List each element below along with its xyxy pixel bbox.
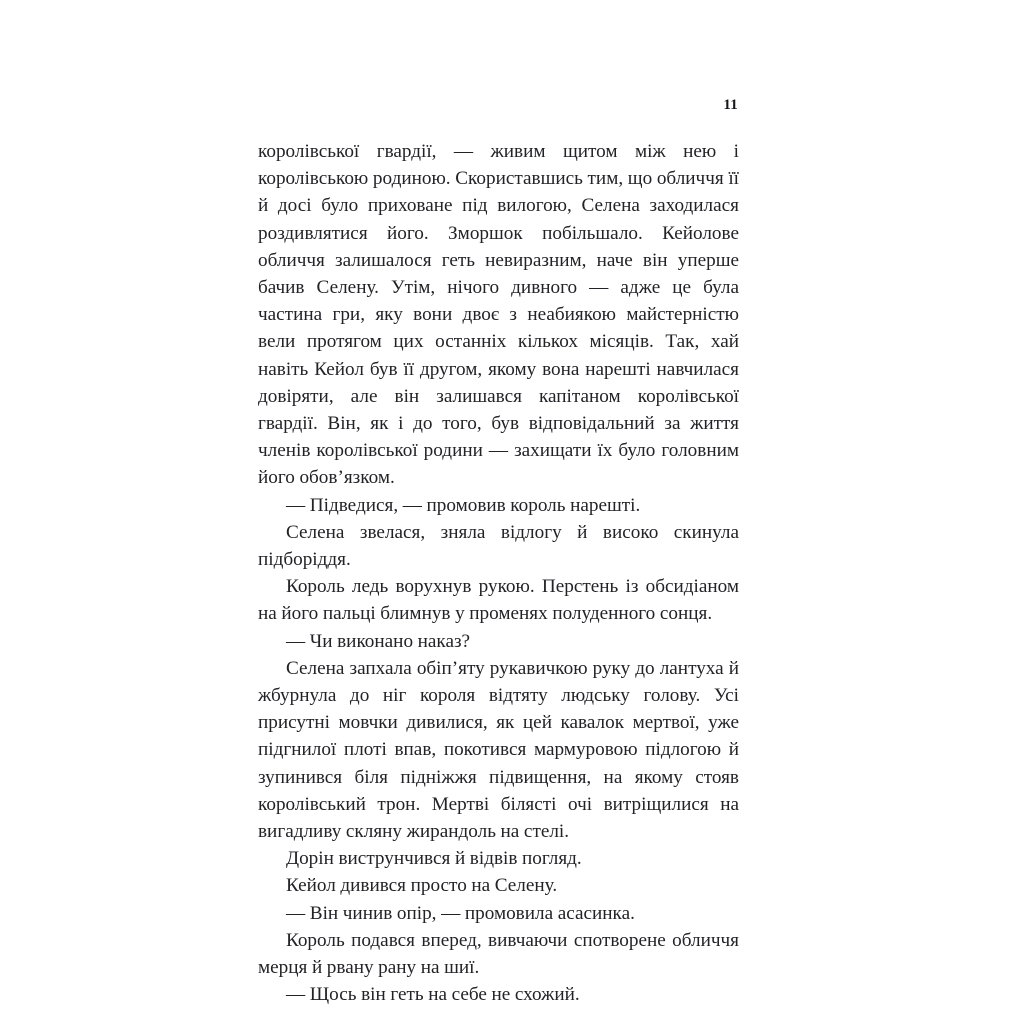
paragraph: Король подався вперед, вивчаючи спотворене обличчя мерця й рвану рану на шиї.: [258, 929, 739, 979]
paragraph: — Чи виконано наказ?: [286, 630, 471, 652]
paragraph: — Він чинив опір, — промовила асасинка.: [286, 902, 635, 924]
paragraph: Кейол дивився просто на Селену.: [286, 875, 558, 897]
paragraph: — Щось він геть на себе не схожий.: [286, 984, 580, 1006]
paragraph: Дорін виструнчився й відвів погляд.: [286, 848, 582, 870]
paragraph: Селена запхала обіп’яту рукавичкою руку до лантуха й жбурнула до ніг короля відтяту людську голову. Усі присутні мовчки дивилися, як цей кавалок мертвої, уже підгнилої плоті впав, покотився мармуровою підлогою й зупинився біля підніжжя підвищення, на якому стояв королівський трон. Мертві білясті очі витріщилися на вигадливу скляну жирандоль на стелі.: [258, 657, 739, 843]
page-number: 11: [723, 97, 738, 113]
paragraph: Король ледь ворухнув рукою. Перстень із обсидіаном на його пальці блимнув у променях полуденного сонця.: [258, 576, 739, 625]
paragraph: Селена звелася, зняла відлогу й високо скинула підборіддя.: [258, 521, 739, 571]
paragraph: королівської гвардії, — живим щитом між нею і королівською родиною. Скориставшись тим, що обличчя її й досі було приховане під вилогою, Селена заходилася роздивлятися його. Зморшок побільшало. Кейолове обличчя залишалося геть невиразним, наче він уперше бачив Селену. Утім, нічого дивного — адже це була частина гри, яку вони двоє з неабиякою майстерністю вели протягом цих останніх кількох місяців. Так, хай навіть Кейол був її другом, якому вона нарешті навчилася довіряти, але він залишався капітаном королівської гвардії. Він, як і до того, був відповідальний за життя членів королівської родини — захищати їх було головним його обов’язком.: [258, 141, 739, 489]
folio-area: [258, 96, 738, 118]
text-block: [258, 138, 739, 1009]
paragraph: — Підведися, — промовив король нарешті.: [286, 494, 641, 516]
